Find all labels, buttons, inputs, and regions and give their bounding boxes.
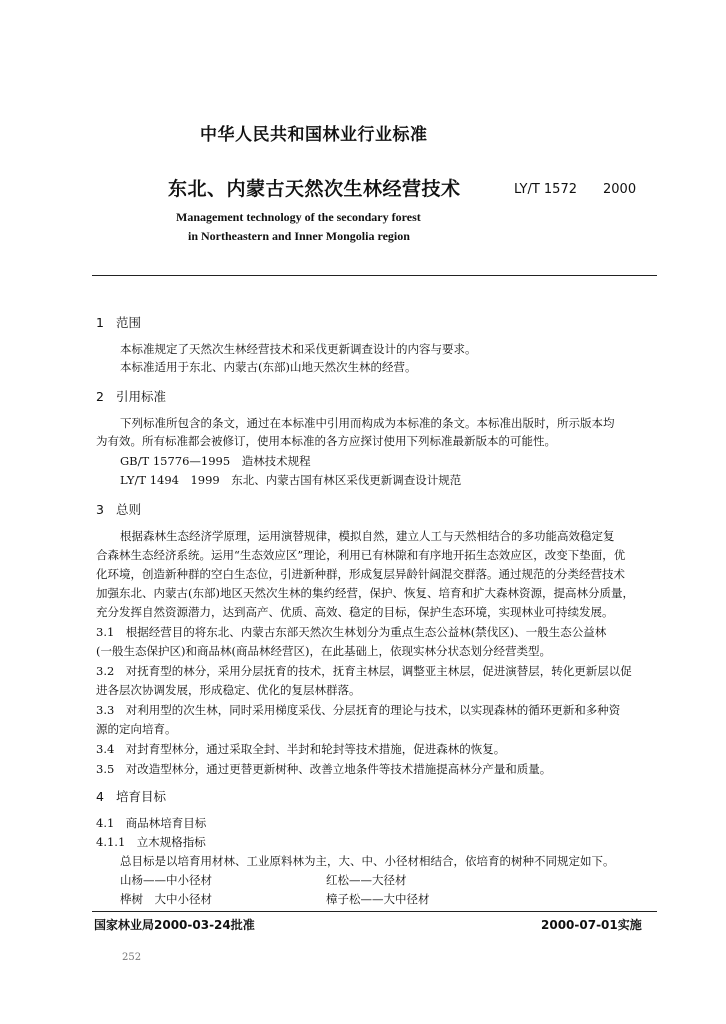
standard-code-number: LY/T 1572	[514, 182, 577, 197]
clause-3-1-line: 3.1 根据经营目的将东北、内蒙古东部天然次生林划分为重点生态公益林(禁伐区)、一般生态公益林	[96, 625, 607, 639]
section-4-paragraph: 总目标是以培育用材林、工业原料林为主，大、中、小径材相结合，依培育的树种不同规定如下。	[120, 854, 615, 868]
spec-row-2-right: 樟子松——大中径材	[326, 892, 430, 906]
subsection-4-1: 4.1 商品林培育目标	[96, 816, 207, 830]
clause-3-2-line: 3.2 对抚育型的林分，采用分层抚育的技术，抚育主林层，调整亚主林层，促进演替层，转化更新层以促	[96, 664, 632, 678]
reference-lyt-1494: LY/T 1494 1999 东北、内蒙古国有林区采伐更新调查设计规范	[120, 473, 462, 487]
clause-3-3-line: 3.3 对利用型的次生林，同时采用梯度采伐、分层抚育的理论与技术，以实现森林的循环更新和多种资	[96, 703, 621, 717]
english-title-line-2: in Northeastern and Inner Mongolia region	[188, 229, 410, 243]
page-number: 252	[122, 952, 142, 963]
clause-3-3-line: 源的定向培育。	[96, 722, 177, 736]
section-1-paragraph-2: 本标准适用于东北、内蒙古(东部)山地天然次生林的经营。	[120, 360, 417, 374]
standard-code	[514, 182, 636, 197]
section-title: 范围	[116, 315, 142, 330]
issuing-org-title: 中华人民共和国林业行业标准	[200, 125, 428, 145]
spec-row-1-right: 红松——大径材	[326, 873, 407, 887]
section-1-paragraph-1: 本标准规定了天然次生林经营技术和采伐更新调查设计的内容与要求。	[120, 342, 477, 356]
section-4-heading	[96, 787, 166, 805]
section-3-intro-line: 根据森林生态经济学原理，运用演替规律，模拟自然，建立人工与天然相结合的多功能高效稳定复	[120, 529, 615, 543]
section-2-paragraph-line-2: 为有效。所有标准都会被修订，使用本标准的各方应探讨使用下列标准最新版本的可能性。	[96, 434, 556, 448]
section-1-heading	[96, 313, 141, 331]
header-divider	[92, 275, 657, 276]
clause-3-1-line: (一般生态保护区)和商品林(商品林经营区)，在此基础上，依现实林分状态划分经营类型。	[96, 644, 551, 658]
standard-title: 东北、内蒙古天然次生林经营技术	[168, 178, 461, 200]
section-number: 2	[96, 389, 104, 404]
section-number: 4	[96, 789, 104, 804]
clause-3-2-line: 进各层次协调发展，形成稳定、优化的复层林群落。	[96, 683, 361, 697]
section-3-intro-line: 充分发挥自然资源潜力，达到高产、优质、高效、稳定的目标，保护生态环境，实现林业可持续发展。	[96, 605, 614, 619]
clause-3-4: 3.4 对封育型林分，通过采取全封、半封和轮封等技术措施，促进森林的恢复。	[96, 742, 506, 756]
clause-3-5: 3.5 对改造型林分，通过更替更新树种、改善立地条件等技术措施提高林分产量和质量。	[96, 762, 552, 776]
english-title-line-1: Management technology of the secondary forest	[176, 210, 421, 224]
spec-row-1-left: 山杨——中小径材	[120, 873, 212, 887]
section-number: 1	[96, 315, 104, 330]
section-title: 培育目标	[116, 789, 167, 804]
section-3-intro-line: 加强东北、内蒙古(东部)地区天然次生林的集约经营，保护、恢复、培育和扩大森林资源，提高林分质量，	[96, 586, 634, 600]
subsection-4-1-1: 4.1.1 立木规格指标	[96, 835, 206, 849]
section-title: 引用标准	[116, 389, 167, 404]
implementation-date: 2000-07-01实施	[541, 918, 642, 932]
standard-year: 2000	[603, 182, 637, 197]
approval-date: 国家林业局2000-03-24批准	[94, 918, 255, 932]
section-number: 3	[96, 502, 104, 517]
section-2-heading	[96, 387, 166, 405]
section-2-paragraph-line-1: 下列标准所包含的条文，通过在本标准中引用而构成为本标准的条文。本标准出版时，所示版本均	[120, 416, 615, 430]
section-3-heading	[96, 500, 141, 518]
footer-divider	[92, 911, 657, 912]
reference-gbt-15776: GB/T 15776—1995 造林技术规程	[120, 454, 311, 468]
section-title: 总则	[116, 502, 142, 517]
section-3-intro-line: 化环境，创造新种群的空白生态位，引进新种群，形成复层异龄针阔混交群落。通过规范的分类经营技术	[96, 567, 625, 581]
spec-row-2-left: 桦树 大中小径材	[120, 892, 212, 906]
section-3-intro-line: 合森林生态经济系统。运用“生态效应区”理论，利用已有林隙和有序地开拓生态效应区，改变下垫面，优	[96, 548, 626, 562]
